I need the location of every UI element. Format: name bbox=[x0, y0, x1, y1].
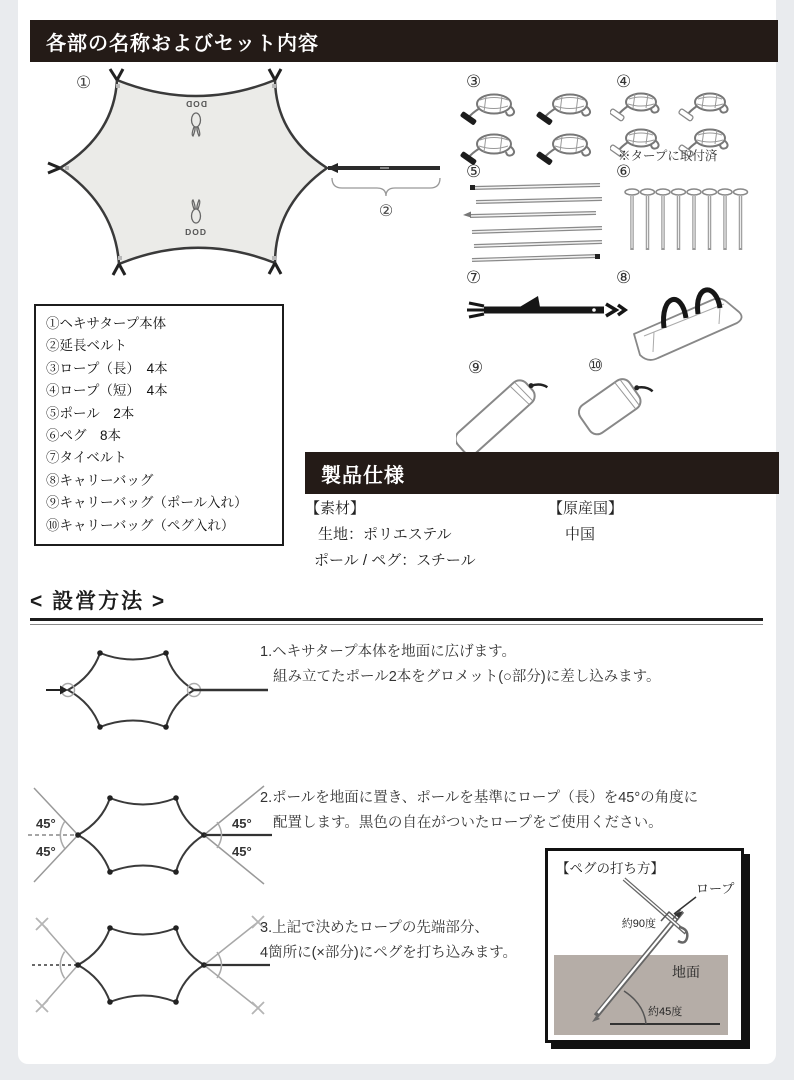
extension-belt bbox=[327, 163, 440, 220]
step2-diagram bbox=[26, 772, 286, 902]
angle-label: 45° bbox=[232, 816, 252, 831]
poles-icon bbox=[462, 176, 612, 268]
angle-label: 45° bbox=[36, 816, 56, 831]
parts-list-item: ①ヘキサタープ本体 bbox=[46, 316, 167, 331]
item-10-label: ⑩ bbox=[588, 356, 604, 375]
setup-divider bbox=[30, 618, 763, 625]
rope-label: ロープ bbox=[696, 881, 735, 896]
parts-list-item: ④ロープ（短） 4本 bbox=[46, 383, 168, 399]
item-4-label: ④ bbox=[616, 72, 632, 91]
parts-list-item: ⑧キャリーバッグ bbox=[46, 472, 154, 488]
step1-diagram bbox=[26, 630, 286, 755]
carry-bag-icon bbox=[620, 276, 755, 371]
parts-list-item: ⑩キャリーバッグ（ペグ入れ） bbox=[46, 517, 235, 533]
material-fabric: 生地：ポリエステル bbox=[318, 526, 452, 543]
rope-attached-note: ※タープに取付済 bbox=[618, 149, 718, 163]
material-label: 【素材】 bbox=[305, 500, 366, 517]
peg-bag-icon bbox=[578, 366, 678, 458]
item-6-label: ⑥ bbox=[616, 162, 632, 181]
step1-text: 1.ヘキサタープ本体を地面に広げます。 組み立てたポール2本をグロメット(○部分)に差し込みます。 bbox=[260, 644, 661, 685]
section-setup-title: < 設営方法 > bbox=[30, 590, 167, 613]
origin-label: 【原産国】 bbox=[548, 500, 624, 517]
peg-set bbox=[625, 189, 748, 250]
section-spec-title: 製品仕様 bbox=[321, 464, 405, 487]
origin-value: 中国 bbox=[565, 526, 596, 543]
item-5-label: ⑤ bbox=[466, 162, 482, 181]
belt-brace bbox=[332, 178, 440, 196]
parts-list-item: ③ロープ（長） 4本 bbox=[46, 360, 168, 376]
parts-list-item: ②延長ベルト bbox=[46, 338, 127, 354]
parts-list-item: ⑤ポール 2本 bbox=[46, 405, 135, 421]
svg-text:DOD: DOD bbox=[185, 227, 207, 237]
parts-list bbox=[34, 304, 284, 546]
tarp-number-label: ① bbox=[76, 73, 92, 92]
parts-list-item: ⑨キャリーバッグ（ポール入れ） bbox=[46, 495, 248, 511]
item-3-label: ③ bbox=[466, 72, 482, 91]
peg-guide-diagram bbox=[548, 877, 738, 1040]
parts-list-item: ⑦タイベルト bbox=[46, 450, 127, 466]
belt-number-label: ② bbox=[378, 203, 394, 220]
ground-label: 地面 bbox=[672, 964, 700, 980]
angle90-label: 約90度 bbox=[621, 918, 656, 930]
peg-guide-title: 【ペグの打ち方】 bbox=[556, 861, 664, 876]
svg-text:DOD: DOD bbox=[185, 99, 207, 109]
tarp-diagram bbox=[32, 58, 462, 303]
section-parts-header bbox=[30, 20, 778, 62]
item-9-label: ⑨ bbox=[468, 358, 484, 377]
angle-label: 45° bbox=[36, 844, 56, 859]
step2-text: 2.ポールを地面に置き、ポールを基準にロープ（長）を45°の角度に 配置します。黒色の自在がついたロープをご使用ください。 bbox=[260, 790, 699, 831]
item-8-label: ⑧ bbox=[616, 268, 632, 287]
section-spec-header bbox=[305, 452, 779, 494]
step3-text: 3.上記で決めたロープの先端部分、 4箇所に(×部分)にペグを打ち込みます。 bbox=[260, 920, 518, 961]
material-pole: ポール / ペグ：スチール bbox=[314, 552, 476, 569]
peg-guide-box bbox=[545, 848, 744, 1043]
manual-page bbox=[18, 0, 776, 1064]
parts-list-item: ⑥ペグ 8本 bbox=[46, 428, 122, 444]
angle-label: 45° bbox=[232, 844, 252, 859]
angle45-label: 約45度 bbox=[648, 1006, 683, 1018]
pegs-icon bbox=[622, 180, 752, 258]
tie-belt-icon bbox=[456, 292, 636, 328]
item-7-label: ⑦ bbox=[466, 268, 482, 287]
section-parts-title: 各部の名称およびセット内容 bbox=[46, 32, 319, 55]
rope-long-icon bbox=[460, 88, 610, 170]
step3-diagram bbox=[26, 902, 286, 1032]
